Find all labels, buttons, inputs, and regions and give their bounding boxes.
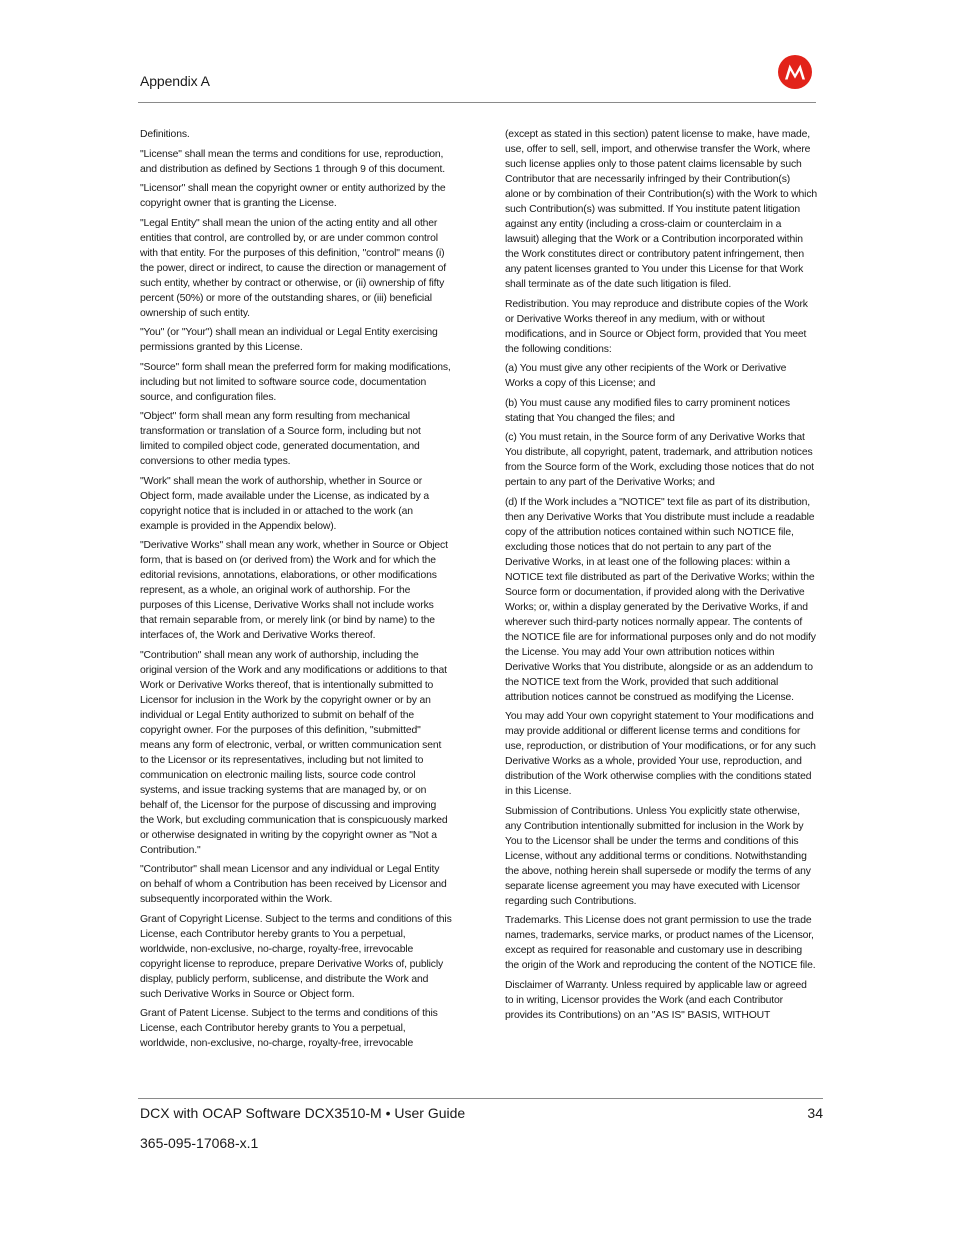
paragraph: (c) You must retain, in the Source form of any Derivative Works that You distribute, all copyright, patent, trademark, and attribution notices from the Source form of the Work, excluding those notices that do not pertain to any part of the Derivative Works; and (505, 432, 814, 488)
paragraph: (except as stated in this section) patent license to make, have made, use, offer to sell, sell, import, and otherwise transfer the Work, where such license applies only to those patent claims licensable by such Contributor that are necessarily infringed by their Contribution(s) alone or by combination of their Contribution(s) with the Work to which such Contribution(s) was submitted. If You institute patent litigation against any entity (including a cross-claim or counterclaim in a lawsuit) alleging that the Work or a Contribution incorporated within the Work constitutes direct or contributory patent infringement, then any patent licenses granted to You under this License for that Work shall terminate as of the date such litigation is filed. (505, 129, 817, 290)
paragraph: (d) If the Work includes a "NOTICE" text file as part of its distribution, then any Derivative Works that You distribute must include a readable copy of the attribution notices contained within such NOTICE file, excluding those notices that do not pertain to any part of the Derivative Works, in at least one of the following places: within a NOTICE text file distributed as part of the Derivative Works; within the Source form or documentation, if provided along with the Derivative Works; or, within a display generated by the Derivative Works, if and wherever such third-party notices normally appear. The contents of the NOTICE file are for informational purposes only and do not modify the License. You may add Your own attribution notices within Derivative Works that You distribute, alongside or as an addendum to the NOTICE text from the Work, provided that such additional attribution notices cannot be construed as modifying the License. (505, 496, 816, 703)
page-number: 34 (807, 1105, 823, 1121)
paragraph: Grant of Copyright License. Subject to the terms and conditions of this License, each Contributor hereby grants to You a perpetual, worldwide, non-exclusive, no-charge, royalty-free, irrevocable copyright license to reproduce, prepare Derivative Works of, publicly display, publicly perform, sublicense, and distribute the Work and such Derivative Works in Source or Object form. (140, 913, 452, 1000)
paragraph: "Contributor" shall mean Licensor and any individual or Legal Entity on behalf of whom a Contribution has been received by Licensor and subsequently incorporated within the Work. (140, 864, 447, 905)
paragraph: "Derivative Works" shall mean any work, whether in Source or Object form, that is based on (or derived from) the Work and for which the editorial revisions, annotations, elaborations, or other modifications represent, as a whole, an original work of authorship. For the purposes of this License, Derivative Works shall not include works that remain separable from, or merely link (or bind by name) to the interfaces of, the Work and Derivative Works thereof. (140, 540, 448, 641)
paragraph: "Legal Entity" shall mean the union of the acting entity and all other entities that control, are controlled by, or are under common control with that entity. For the purposes of this definition, "control" means (i) the power, direct or indirect, to cause the direction or management of such entity, whether by contract or otherwise, or (ii) ownership of fifty percent (50%) or more of the outstanding shares, or (iii) beneficial ownership of such entity. (140, 217, 447, 319)
header-divider (138, 102, 816, 103)
paragraph: Trademarks. This License does not grant permission to use the trade names, trademarks, service marks, or product names of the Licensor, except as required for reasonable and customary use in describing the origin of the Work and reproducing the content of the NOTICE file. (505, 915, 816, 971)
left-text-column (140, 127, 452, 1056)
paragraph: "Contribution" shall mean any work of authorship, including the original version of the Work and any modifications or additions to that Work or Derivative Works thereof, that is intentionally submitted to Licensor for inclusion in the Work by the copyright owner or by an individual or Legal Entity authorized to submit on behalf of the copyright owner. For the purposes of this definition, "submitted" means any form of electronic, verbal, or written communication sent to the Licensor or its representatives, including but not limited to communication on electronic mailing lists, source code control systems, and issue tracking systems that are managed by, or on behalf of, the Licensor for the purpose of discussing and improving the Work, but excluding communication that is conspicuously marked or otherwise designated in writing by the copyright owner as "Not a Contribution." (140, 649, 448, 856)
motorola-logo-icon (778, 55, 812, 89)
document-number: 365-095-17068-x.1 (140, 1135, 259, 1151)
paragraph: Disclaimer of Warranty. Unless required by applicable law or agreed to in writing, Licensor provides the Work (and each Contributor provides its Contributions) on an "AS IS" BASIS, WITHOUT (505, 979, 807, 1021)
paragraph: "Licensor" shall mean the copyright owner or entity authorized by the copyright owner that is granting the License. (140, 183, 446, 209)
footer-document-title: DCX with OCAP Software DCX3510-M • User Guide (140, 1105, 466, 1121)
paragraph: Grant of Patent License. Subject to the terms and conditions of this License, each Contributor hereby grants to You a perpetual, worldwide, non-exclusive, no-charge, royalty-free, irrevocable (140, 1008, 438, 1049)
paragraph: "Object" form shall mean any form resulting from mechanical transformation or translation of a Source form, including but not limited to compiled object code, generated documentation, and conversions to other media types. (140, 411, 421, 467)
paragraph: "Work" shall mean the work of authorship, whether in Source or Object form, made available under the License, as indicated by a copyright notice that is included in or attached to the work (an example is provided in the Appendix below). (140, 475, 430, 532)
section-title: Appendix A (140, 73, 210, 89)
right-text-column (505, 127, 817, 1027)
paragraph: "Source" form shall mean the preferred form for making modifications, including but not limited to software source code, documentation source, and configuration files. (140, 361, 451, 403)
paragraph: Submission of Contributions. Unless You explicitly state otherwise, any Contribution intentionally submitted for inclusion in the Work by You to the Licensor shall be under the terms and conditions of this License, without any additional terms or conditions. Notwithstanding the above, nothing herein shall supersede or modify the terms of any separate license agreement you may have executed with Licensor regarding such Contributions. (505, 805, 811, 907)
paragraph: (b) You must cause any modified files to carry prominent notices stating that You changed the files; and (505, 397, 790, 424)
paragraph: You may add Your own copyright statement to Your modifications and may provide additional or different license terms and conditions for use, reproduction, or distribution of Your modifications, or for any such Derivative Works as a whole, provided Your use, reproduction, and distribution of the Work otherwise complies with the conditions stated in this License. (505, 711, 816, 797)
paragraph: "You" (or "Your") shall mean an individual or Legal Entity exercising permissions granted by this License. (140, 327, 438, 353)
paragraph: "License" shall mean the terms and conditions for use, reproduction, and distribution as defined by Sections 1 through 9 of this document. (140, 148, 446, 175)
footer-divider (138, 1098, 823, 1099)
logo-circle (778, 55, 812, 89)
paragraph: Redistribution. You may reproduce and distribute copies of the Work or Derivative Works thereof in any medium, with or without modifications, and in Source or Object form, provided that You meet the following conditions: (505, 298, 808, 355)
paragraph: (a) You must give any other recipients of the Work or Derivative Works a copy of this License; and (505, 363, 787, 389)
paragraph: Definitions. (140, 129, 190, 140)
